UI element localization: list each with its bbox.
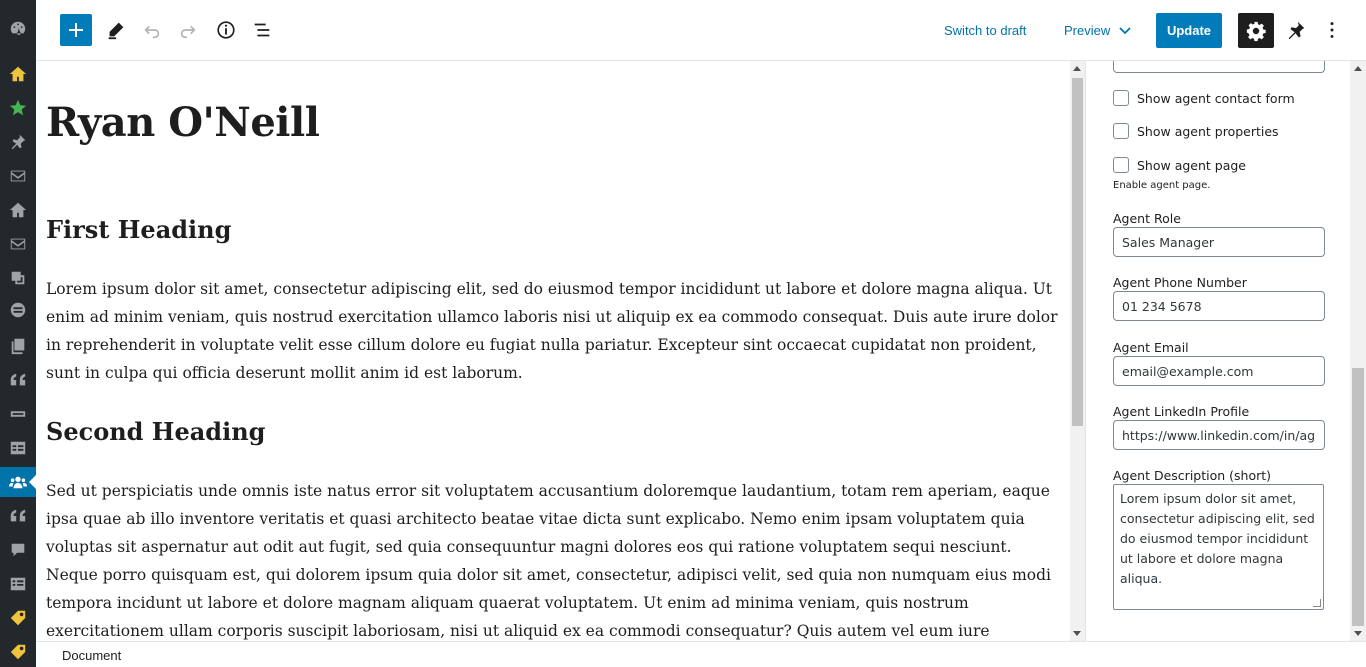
pin-icon bbox=[1285, 19, 1307, 41]
partial-input-field[interactable] bbox=[1113, 61, 1325, 73]
agent-email-input[interactable]: email@example.com bbox=[1113, 356, 1325, 386]
tools-button[interactable] bbox=[100, 14, 132, 46]
list-icon[interactable] bbox=[8, 574, 28, 594]
pages-icon[interactable] bbox=[8, 336, 28, 356]
checkbox[interactable] bbox=[1113, 90, 1129, 106]
checkbox[interactable] bbox=[1113, 157, 1129, 173]
undo-icon bbox=[141, 19, 163, 41]
media-icon[interactable] bbox=[8, 268, 28, 288]
agents-icon[interactable] bbox=[8, 472, 28, 492]
paragraph-block[interactable]: Lorem ipsum dolor sit amet, consectetur adipiscing elit, sed do eiusmod tempor incididunt ut labore et dolore magna aliqua. Ut enim ad minim veniam, quis nostrud exercitation ullamco laboris nisi ut aliquip ex ea commodo consequat. Duis aute irure dolor in reprehenderit in voluptate velit esse cillum dolore eu fugiat nulla pariatur. Excepteur sint occaecat cupidatat non proident, sunt in culpa qui officia deserunt mollit anim id est laborum. bbox=[46, 280, 1058, 382]
checkbox-label: Show agent page bbox=[1137, 157, 1247, 173]
agent-phone-input[interactable]: 01 234 5678 bbox=[1113, 291, 1325, 321]
star-icon[interactable] bbox=[8, 98, 28, 118]
switch-to-draft-button[interactable]: Switch to draft bbox=[944, 23, 1027, 38]
update-button[interactable]: Update bbox=[1156, 13, 1222, 48]
home-icon[interactable] bbox=[8, 64, 28, 84]
plus-icon bbox=[66, 20, 86, 40]
agent-role-label: Agent Role bbox=[1113, 211, 1181, 226]
more-vertical-icon bbox=[1321, 19, 1343, 41]
agent-phone-label: Agent Phone Number bbox=[1113, 275, 1247, 290]
mail-icon[interactable] bbox=[8, 166, 28, 186]
scroll-up-arrow[interactable] bbox=[1354, 66, 1362, 71]
block-breadcrumb-bar bbox=[36, 641, 1366, 667]
agent-role-input[interactable]: Sales Manager bbox=[1113, 227, 1325, 257]
settings-button[interactable] bbox=[1238, 13, 1274, 48]
quote-icon[interactable] bbox=[8, 370, 28, 390]
chevron-down-icon bbox=[1118, 24, 1132, 38]
add-block-button[interactable] bbox=[60, 14, 92, 46]
details-button[interactable] bbox=[210, 14, 242, 46]
admin-sidebar bbox=[0, 0, 36, 667]
pin-button[interactable] bbox=[1280, 14, 1312, 46]
editor-canvas bbox=[36, 61, 1070, 641]
agent-description-label: Agent Description (short) bbox=[1113, 468, 1272, 483]
more-options-button[interactable] bbox=[1316, 14, 1348, 46]
undo-button[interactable] bbox=[136, 14, 168, 46]
comments-icon[interactable] bbox=[8, 540, 28, 560]
agent-description-textarea[interactable] bbox=[1113, 484, 1324, 610]
gear-icon bbox=[1245, 20, 1267, 42]
paragraph-block[interactable]: Sed ut perspiciatis unde omnis iste natus error sit voluptatem accusantium doloremque laudantium, totam rem aperiam, eaque ipsa quae ab illo inventore veritatis et quasi architecto beatae vitae dicta sunt explicabo. Nemo enim ipsam voluptatem quia voluptas sit aspernatur aut odit aut fugit, sed quia consequuntur magni dolores eos qui ratione voluptatem sequi nesciunt. Neque porro quisquam est, qui dolorem ipsum quia dolor sit amet, consectetur, adipisci velit, sed quia non numquam eius modi tempora incidunt ut labore et dolore magnam aliquam quaerat voluptatem. Ut enim ad minima veniam, quis nostrum exercitationem ullam corporis suscipit laboriosam, nisi ut aliquid ex ea commodi consequatur? Quis autem vel eum iure bbox=[46, 482, 1052, 640]
show-contact-form-checkbox[interactable] bbox=[1113, 90, 1295, 106]
dashboard-icon[interactable] bbox=[8, 18, 28, 38]
slider-icon[interactable] bbox=[8, 404, 28, 424]
agent-email-label: Agent Email bbox=[1113, 340, 1189, 355]
form-icon[interactable] bbox=[8, 300, 28, 320]
scroll-up-arrow[interactable] bbox=[1073, 66, 1081, 71]
breadcrumb-document[interactable]: Document bbox=[62, 648, 122, 663]
quote-icon[interactable] bbox=[8, 506, 28, 526]
editor-scrollbar[interactable] bbox=[1070, 61, 1085, 641]
scrollbar-thumb[interactable] bbox=[1072, 78, 1083, 426]
checkbox-label: Show agent contact form bbox=[1137, 90, 1295, 106]
heading-block[interactable]: Second Heading bbox=[46, 417, 266, 446]
scrollbar-thumb[interactable] bbox=[1352, 368, 1364, 626]
checkbox-label: Show agent properties bbox=[1137, 123, 1279, 139]
pin-icon[interactable] bbox=[8, 132, 28, 152]
table-icon[interactable] bbox=[8, 438, 28, 458]
agent-linkedin-input[interactable]: https://www.linkedin.com/in/ag bbox=[1113, 420, 1325, 450]
tag-icon[interactable] bbox=[8, 642, 28, 662]
preview-label: Preview bbox=[1064, 23, 1111, 38]
editor-toolbar bbox=[36, 0, 1366, 61]
outline-button[interactable] bbox=[246, 14, 278, 46]
sidebar-scrollbar[interactable] bbox=[1350, 61, 1366, 641]
agent-page-help-text: Enable agent page. bbox=[1113, 180, 1211, 191]
tag-icon[interactable] bbox=[8, 608, 28, 628]
pencil-icon bbox=[105, 19, 127, 41]
post-title[interactable]: Ryan O'Neill bbox=[46, 99, 320, 146]
redo-button[interactable] bbox=[172, 14, 204, 46]
scroll-down-arrow[interactable] bbox=[1354, 631, 1362, 636]
info-icon bbox=[215, 19, 237, 41]
resize-handle[interactable] bbox=[1313, 599, 1321, 607]
heading-block[interactable]: First Heading bbox=[46, 215, 232, 244]
show-properties-checkbox[interactable] bbox=[1113, 123, 1279, 139]
show-agent-page-checkbox[interactable] bbox=[1113, 157, 1246, 173]
agent-linkedin-label: Agent LinkedIn Profile bbox=[1113, 404, 1250, 419]
settings-sidebar bbox=[1085, 61, 1350, 641]
redo-icon bbox=[177, 19, 199, 41]
list-view-icon bbox=[251, 19, 273, 41]
agent-description-text: Lorem ipsum dolor sit amet, consectetur adipiscing elit, sed do eiusmod tempor incididunt ut labore et dolore magna aliqua. bbox=[1120, 491, 1315, 586]
scroll-down-arrow[interactable] bbox=[1073, 631, 1081, 636]
home-icon[interactable] bbox=[8, 200, 28, 220]
mail-icon[interactable] bbox=[8, 234, 28, 254]
checkbox[interactable] bbox=[1113, 123, 1129, 139]
preview-button[interactable] bbox=[1064, 23, 1132, 38]
